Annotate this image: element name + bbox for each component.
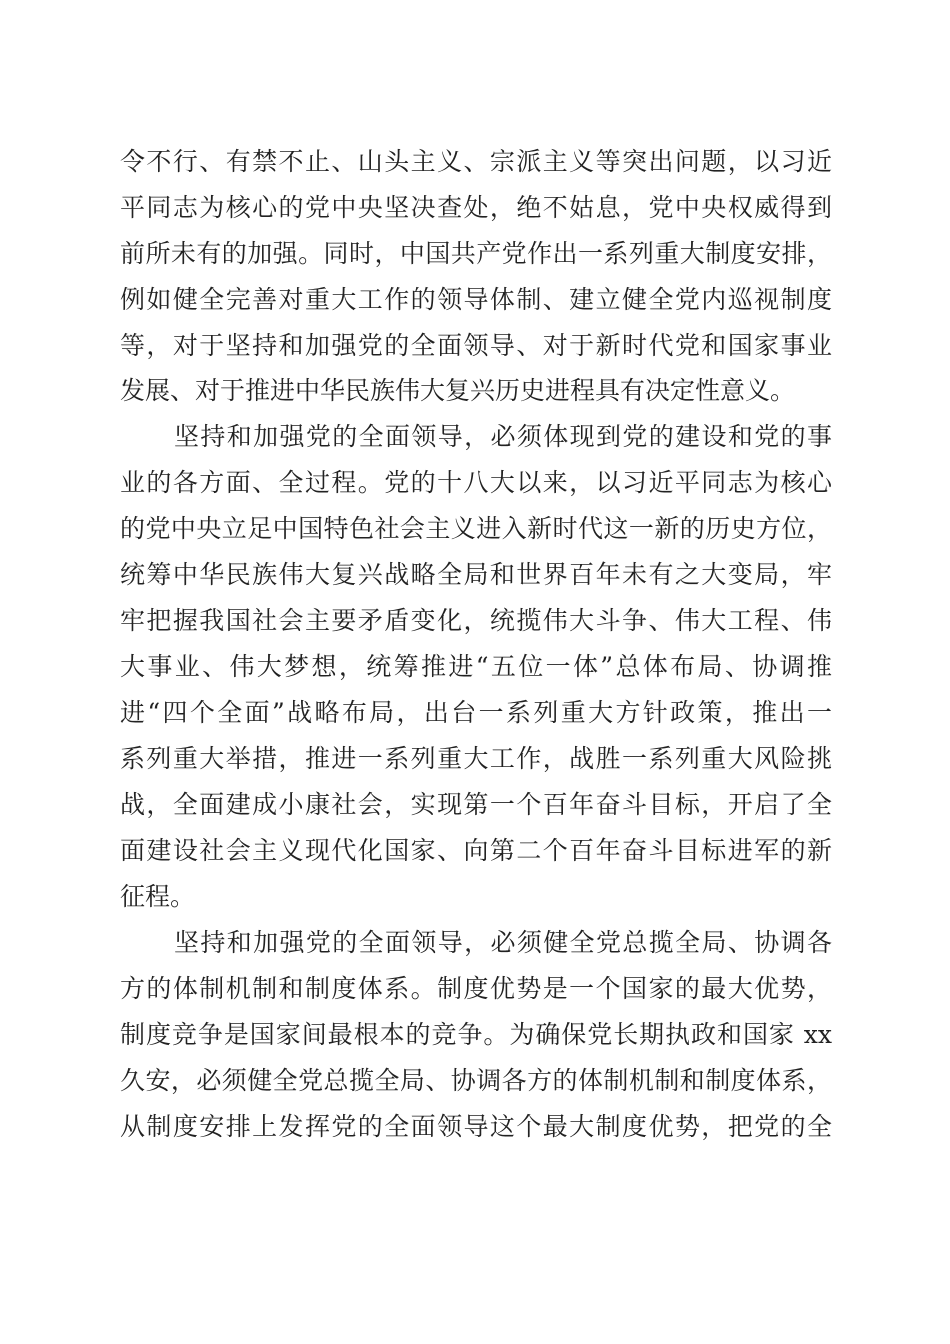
text-line: 从制度安排上发挥党的全面领导这个最大制度优势，把党的全 <box>120 1112 832 1141</box>
text-line: 业的各方面、全过程。党的十八大以来，以习近平同志为核心 <box>120 468 832 497</box>
text-line: 发展、对于推进中华民族伟大复兴历史进程具有决定性意义。 <box>120 376 796 405</box>
text-line: 的党中央立足中国特色社会主义进入新时代这一新的历史方位， <box>120 514 832 543</box>
text-line: 平同志为核心的党中央坚决查处，绝不姑息，党中央权威得到 <box>120 193 832 222</box>
text-line: 前所未有的加强。同时，中国共产党作出一系列重大制度安排， <box>120 239 832 268</box>
text-line: 战，全面建成小康社会，实现第一个百年奋斗目标，开启了全 <box>120 790 832 819</box>
text-line: 进“四个全面”战略布局，出台一系列重大方针政策，推出一 <box>120 698 832 727</box>
text-line: 牢把握我国社会主要矛盾变化，统揽伟大斗争、伟大工程、伟 <box>120 606 832 635</box>
paragraph-first-line: 坚持和加强党的全面领导，必须体现到党的建设和党的事 <box>174 422 832 451</box>
text-line: 系列重大举措，推进一系列重大工作，战胜一系列重大风险挑 <box>120 744 832 773</box>
text-line: 例如健全完善对重大工作的领导体制、建立健全党内巡视制度 <box>120 285 832 314</box>
text-line: 面建设社会主义现代化国家、向第二个百年奋斗目标进军的新 <box>120 836 832 865</box>
text-line: 统筹中华民族伟大复兴战略全局和世界百年未有之大变局，牢 <box>120 560 832 589</box>
text-line: 等，对于坚持和加强党的全面领导、对于新时代党和国家事业 <box>120 331 832 360</box>
text-line: 大事业、伟大梦想，统筹推进“五位一体”总体布局、协调推 <box>120 652 832 681</box>
text-line: 方的体制机制和制度体系。制度优势是一个国家的最大优势， <box>120 974 832 1003</box>
paragraph-first-line: 坚持和加强党的全面领导，必须健全党总揽全局、协调各 <box>174 928 832 957</box>
text-line: 征程。 <box>120 882 196 911</box>
text-line: 久安，必须健全党总揽全局、协调各方的体制机制和制度体系， <box>120 1066 832 1095</box>
text-line: 制度竞争是国家间最根本的竞争。为确保党长期执政和国家 xx <box>120 1020 832 1049</box>
text-line: 令不行、有禁不止、山头主义、宗派主义等突出问题，以习近 <box>120 147 832 176</box>
